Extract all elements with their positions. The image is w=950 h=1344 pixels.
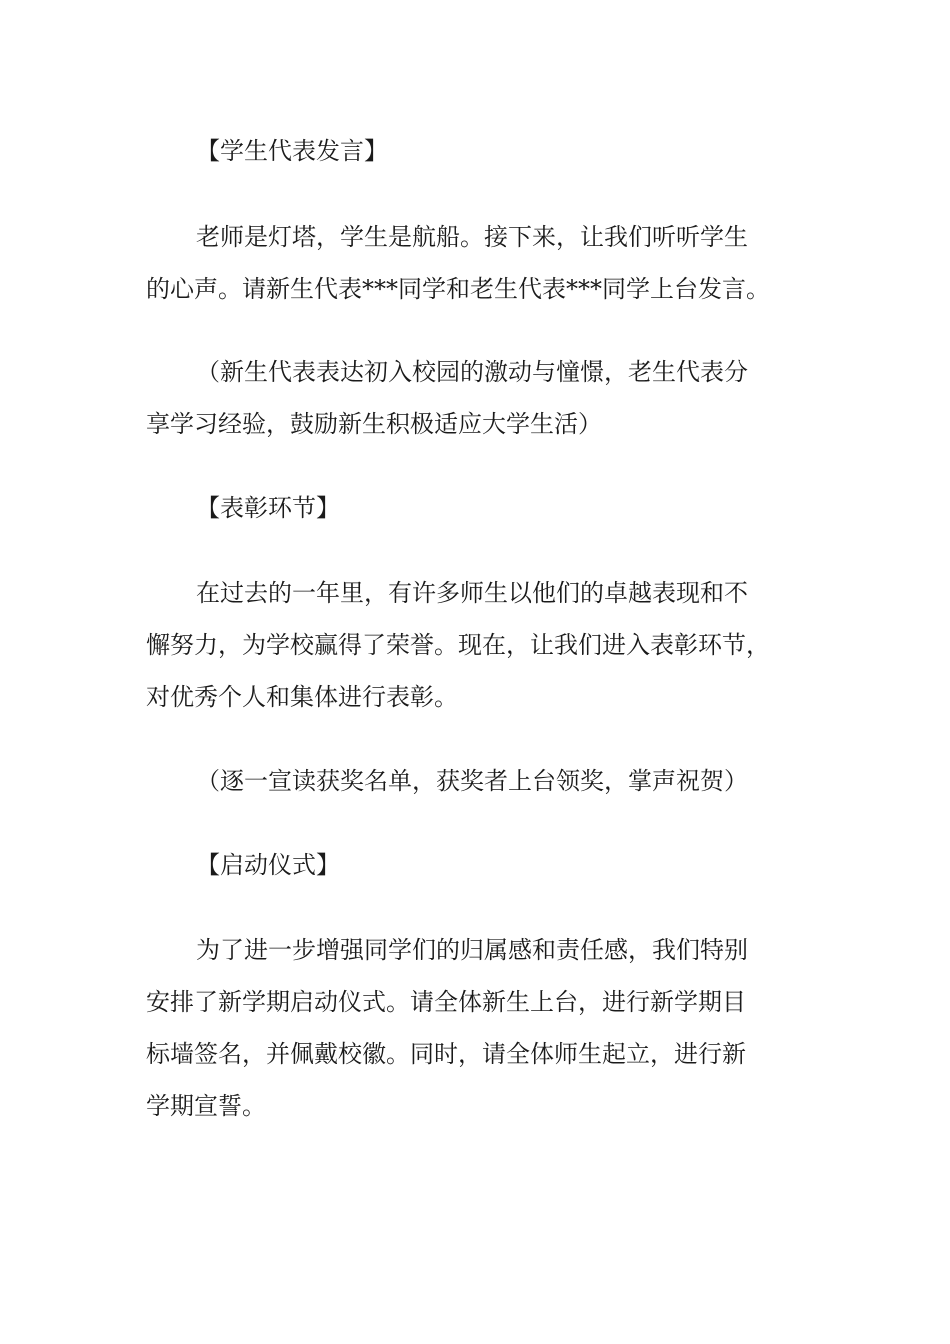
paragraph-line: 在过去的一年里，有许多师生以他们的卓越表现和不 bbox=[196, 579, 748, 607]
paragraph-line: （逐一宣读获奖名单，获奖者上台领奖，掌声祝贺） bbox=[196, 767, 748, 795]
paragraph-line: 学期宣誓。 bbox=[146, 1092, 266, 1120]
paragraph-line: （新生代表表达初入校园的激动与憧憬，老生代表分 bbox=[196, 358, 748, 386]
paragraph-line: 享学习经验，鼓励新生积极适应大学生活） bbox=[146, 410, 602, 438]
paragraph-line: 的心声。请新生代表***同学和老生代表***同学上台发言。 bbox=[146, 275, 770, 303]
paragraph-line: 老师是灯塔，学生是航船。接下来，让我们听听学生 bbox=[196, 223, 748, 251]
paragraph-line: 对优秀个人和集体进行表彰。 bbox=[146, 683, 458, 711]
paragraph-line: 懈努力，为学校赢得了荣誉。现在，让我们进入表彰环节， bbox=[146, 631, 770, 659]
section-heading-awards: 【表彰环节】 bbox=[196, 494, 340, 522]
paragraph-line: 安排了新学期启动仪式。请全体新生上台，进行新学期目 bbox=[146, 988, 746, 1016]
section-heading-student-speech: 【学生代表发言】 bbox=[196, 137, 388, 165]
paragraph-line: 为了进一步增强同学们的归属感和责任感，我们特别 bbox=[196, 936, 748, 964]
paragraph-line: 标墙签名，并佩戴校徽。同时，请全体师生起立，进行新 bbox=[146, 1040, 746, 1068]
section-heading-launch-ceremony: 【启动仪式】 bbox=[196, 851, 340, 879]
